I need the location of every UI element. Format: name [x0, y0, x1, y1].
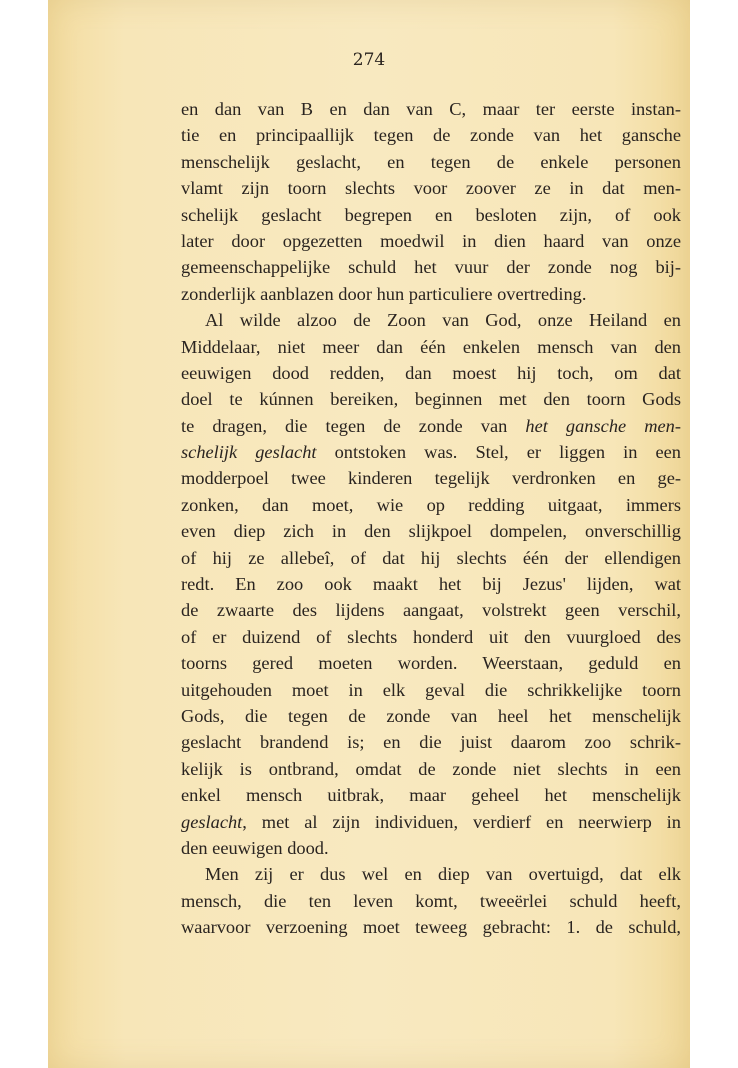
- text-line: enkel mensch uitbrak, maar geheel het menschelijk: [181, 785, 681, 806]
- text-line: de zwaarte des lijdens aangaat, volstrekt geen verschil,: [181, 600, 681, 621]
- paragraph-end-line: zonderlijk aanblazen door hun particuliere overtreding.: [181, 283, 587, 304]
- paragraph-end-line: den eeuwigen dood.: [181, 837, 329, 858]
- italic-emphasis: het gansche men-: [525, 415, 681, 436]
- text-line: zonken, dan moet, wie op redding uitgaat, immers: [181, 494, 681, 515]
- text-line: eeuwigen dood redden, dan moest hij toch, om dat: [181, 362, 681, 383]
- text-line: of er duizend of slechts honderd uit den vuurgloed des: [181, 626, 681, 647]
- text-line: menschelijk geslacht, en tegen de enkele personen: [181, 151, 681, 172]
- text-line: of hij ze allebeî, of dat hij slechts één der ellendigen: [181, 547, 681, 568]
- text-line: en dan van B en dan van C, maar ter eerste instan-: [181, 99, 681, 119]
- text-line: Gods, die tegen de zonde van heel het menschelijk: [181, 705, 681, 726]
- text-line: tie en principaallijk tegen de zonde van het gansche: [181, 125, 681, 146]
- text-line: vlamt zijn toorn slechts voor zoover ze in dat men-: [181, 178, 681, 199]
- text-line: [181, 413, 681, 439]
- text-segment: te dragen, die tegen de zonde van: [181, 415, 526, 436]
- text-line: Middelaar, niet meer dan één enkelen mensch van den: [181, 336, 681, 357]
- body-text: [181, 96, 681, 941]
- text-line: gemeenschappelijke schuld het vuur der zonde nog bij-: [181, 257, 681, 278]
- text-line: doel te kúnnen bereiken, beginnen met den toorn Gods: [181, 389, 681, 410]
- text-line: later door opgezetten moedwil in dien haard van onze: [181, 230, 681, 251]
- text-line: mensch, die ten leven komt, tweeërlei schuld heeft,: [181, 890, 681, 911]
- italic-emphasis: geslacht: [181, 811, 243, 832]
- text-segment: , met al zijn individuen, verdierf en neerwierp in: [242, 811, 681, 832]
- text-line: waarvoor verzoening moet teweeg gebracht: 1. de schuld,: [181, 917, 681, 938]
- page-number: 274: [352, 50, 386, 70]
- text-segment: ontstoken was. Stel, er liggen in een: [316, 442, 681, 463]
- text-line: [181, 439, 681, 465]
- italic-emphasis: schelijk geslacht: [181, 442, 317, 463]
- text-line: kelijk is ontbrand, omdat de zonde niet slechts in een: [181, 758, 681, 779]
- text-line: uitgehouden moet in elk geval die schrikkelijke toorn: [181, 679, 681, 700]
- text-line: even diep zich in den slijkpoel dompelen, onverschillig: [181, 521, 681, 542]
- text-line: schelijk geslacht begrepen en besloten zijn, of ook: [181, 204, 681, 225]
- paragraph-start-line: Men zij er dus wel en diep van overtuigd, dat elk: [205, 864, 681, 885]
- text-line: modderpoel twee kinderen tegelijk verdronken en ge-: [181, 468, 681, 489]
- book-page: [48, 0, 690, 1068]
- text-line: [181, 809, 681, 835]
- text-line: toorns gered moeten worden. Weerstaan, geduld en: [181, 653, 681, 674]
- text-line: geslacht brandend is; en die juist daarom zoo schrik-: [181, 732, 681, 753]
- text-line: redt. En zoo ook maakt het bij Jezus' lijden, wat: [181, 574, 681, 595]
- paragraph-start-line: Al wilde alzoo de Zoon van God, onze Heiland en: [205, 310, 681, 331]
